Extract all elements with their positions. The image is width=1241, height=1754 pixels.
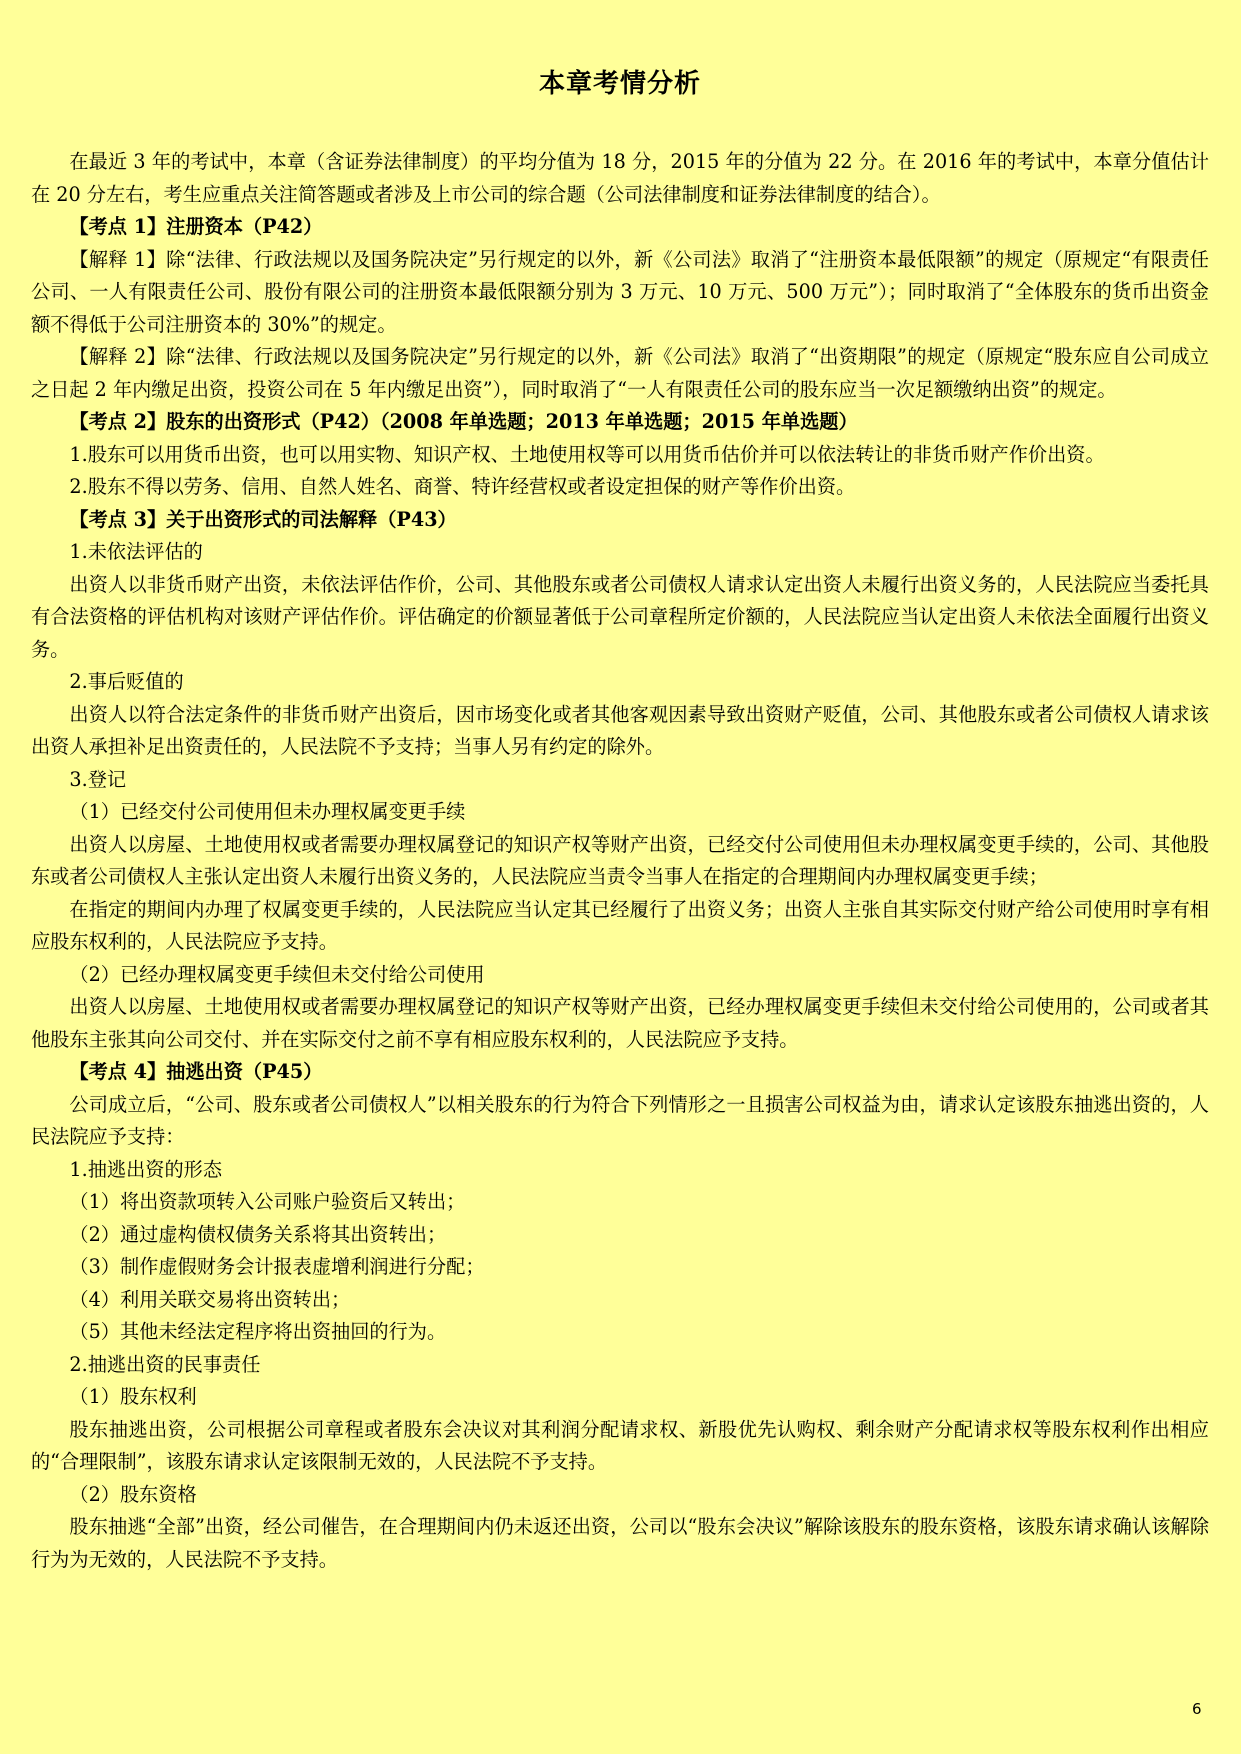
- paragraph: 出资人以房屋、土地使用权或者需要办理权属登记的知识产权等财产出资，已经交付公司使用但未办理权属变更手续的，公司、其他股东或者公司债权人主张认定出资人未履行出资义务的，人民法院应当责令当事人在指定的合理期间内办理权属变更手续；: [31, 832, 1209, 888]
- paragraph: （2）通过虚构债权债务关系将其出资转出；: [69, 1222, 447, 1246]
- paragraph: 2.事后贬值的: [69, 670, 184, 693]
- paragraph: （2）股东资格: [69, 1482, 197, 1506]
- paragraph: 3.登记: [69, 767, 127, 791]
- section-heading: 【考点 2】股东的出资形式（P42）（2008 年单选题；2013 年单选题；2015 年单选题）: [69, 410, 858, 433]
- paragraph: （5）其他未经法定程序将出资抽回的行为。: [69, 1320, 447, 1343]
- paragraph: （1）已经交付公司使用但未办理权属变更手续: [69, 800, 466, 823]
- document-body: [31, 146, 1209, 1576]
- paragraph: （1）股东权利: [69, 1385, 197, 1408]
- section-heading: 【考点 3】关于出资形式的司法解释（P43）: [69, 507, 457, 531]
- paragraph: 【解释 2】除“法律、行政法规以及国务院决定”另行规定的以外，新《公司法》取消了“出资期限”的规定（原规定“股东应自公司成立之日起 2 年内缴足出资，投资公司在 5 年内缴足出资”），同时取消了“一人有限责任公司的股东应当一次足额缴纳出资”的规定。: [31, 345, 1209, 401]
- paragraph: （1）将出资款项转入公司账户验资后又转出；: [69, 1190, 466, 1213]
- paragraph: 1.股东可以用货币出资，也可以用实物、知识产权、土地使用权等可以用货币估价并可以依法转让的非货币财产作价出资。: [69, 442, 1105, 466]
- page-title: 本章考情分析: [538, 69, 701, 99]
- paragraph: （2）已经办理权属变更手续但未交付给公司使用: [69, 962, 485, 986]
- paragraph: 1.未依法评估的: [69, 540, 203, 563]
- page-number: 6: [1192, 1700, 1202, 1718]
- paragraph: 公司成立后，“公司、股东或者公司债权人”以相关股东的行为符合下列情形之一且损害公司权益为由，请求认定该股东抽逃出资的，人民法院应予支持：: [31, 1092, 1209, 1148]
- paragraph: 1.抽逃出资的形态: [69, 1157, 223, 1181]
- paragraph: （4）利用关联交易将出资转出；: [69, 1287, 351, 1311]
- paragraph: 【解释 1】除“法律、行政法规以及国务院决定”另行规定的以外，新《公司法》取消了“注册资本最低限额”的规定（原规定“有限责任公司、一人有限责任公司、股份有限公司的注册资本最低限额分别为 3 万元、10 万元、500 万元”）；同时取消了“全体股东的货币出资金额不得低于公司注册资本的 30%”的规定。: [31, 247, 1209, 336]
- paragraph: （3）制作虚假财务会计报表虚增利润进行分配；: [69, 1255, 485, 1278]
- paragraph: 出资人以符合法定条件的非货币财产出资后，因市场变化或者其他客观因素导致出资财产贬值，公司、其他股东或者公司债权人请求该出资人承担补足出资责任的，人民法院不予支持；当事人另有约定的除外。: [31, 702, 1209, 758]
- paragraph: 2.股东不得以劳务、信用、自然人姓名、商誉、特许经营权或者设定担保的财产等作价出资。: [69, 475, 856, 498]
- section-heading: 【考点 4】抽逃出资（P45）: [69, 1060, 323, 1083]
- paragraph: 股东抽逃“全部”出资，经公司催告，在合理期间内仍未返还出资，公司以“股东会决议”解除该股东的股东资格，该股东请求确认该解除行为为无效的，人民法院不予支持。: [31, 1515, 1209, 1571]
- section-heading: 【考点 1】注册资本（P42）: [69, 215, 323, 238]
- paragraph: 出资人以非货币财产出资，未依法评估作价，公司、其他股东或者公司债权人请求认定出资人未履行出资义务的，人民法院应当委托具有合法资格的评估机构对该财产评估作价。评估确定的价额显著低于公司章程所定价额的，人民法院应当认定出资人未依法全面履行出资义务。: [31, 572, 1209, 661]
- paragraph: 出资人以房屋、土地使用权或者需要办理权属登记的知识产权等财产出资，已经办理权属变更手续但未交付给公司使用的，公司或者其他股东主张其向公司交付、并在实际交付之前不享有相应股东权利的，人民法院应予支持。: [31, 995, 1209, 1051]
- paragraph: 股东抽逃出资，公司根据公司章程或者股东会决议对其利润分配请求权、新股优先认购权、剩余财产分配请求权等股东权利作出相应的“合理限制”，该股东请求认定该限制无效的，人民法院不予支持。: [31, 1417, 1209, 1473]
- paragraph: 在最近 3 年的考试中，本章（含证券法律制度）的平均分值为 18 分，2015 年的分值为 22 分。在 2016 年的考试中，本章分值估计在 20 分左右，考生应重点关注简答题或者涉及上市公司的综合题（公司法律制度和证券法律制度的结合）。: [31, 150, 1209, 206]
- paragraph: 在指定的期间内办理了权属变更手续的，人民法院应当认定其已经履行了出资义务；出资人主张自其实际交付财产给公司使用时享有相应股东权利的，人民法院应予支持。: [31, 897, 1209, 953]
- paragraph: 2.抽逃出资的民事责任: [69, 1352, 261, 1376]
- page: [31, 66, 1209, 1576]
